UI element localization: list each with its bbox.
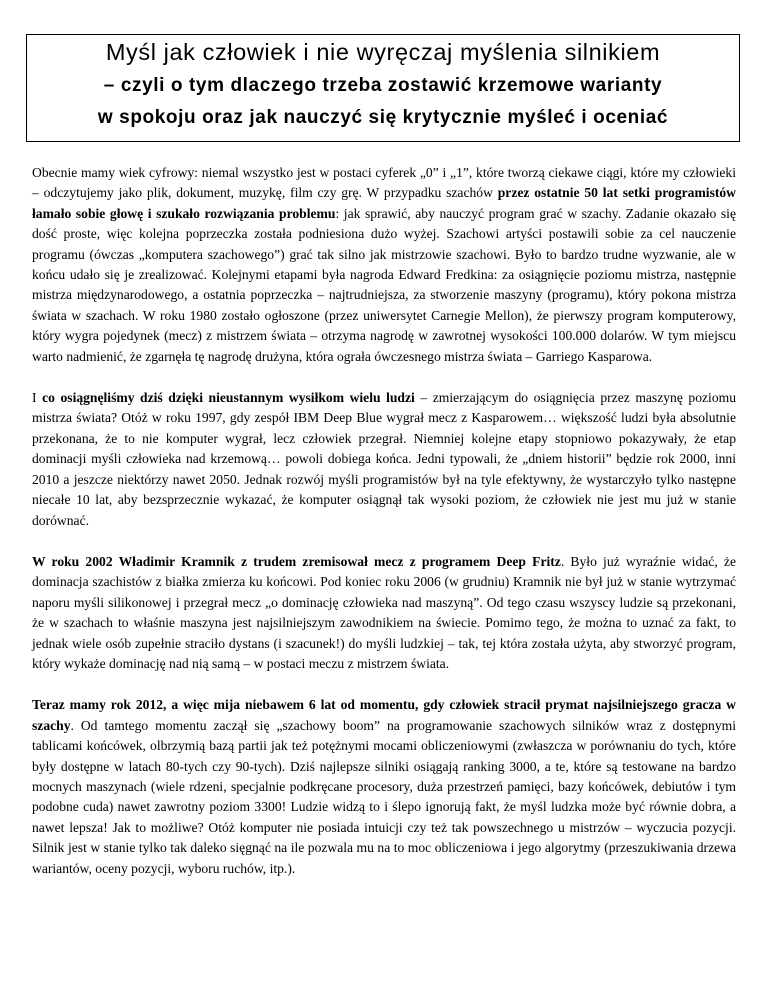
paragraph-text: . Od tamtego momentu zaczął się „szachowy boom” na programowanie szachowych silników wraz z dostępnymi tablicami końcówek, olbrzymią bazą partii jak też potężnymi mocami obliczeniowymi (zwłaszcza w porównaniu do tych, które były dostępne w latach 80-tych czy 90-tych). Dziś najlepsze silniki osiągają ranking 3000, a te, które są testowane na bardzo mocnych maszynach (wiele rdzeni, specjalnie podkręcane procesory, duża przestrzeń pamięci, bazy końcówek, debiutów i tym podobne cuda) nawet zawrotny poziom 3300! Ludzie widzą to i ślepo ignorują fakt, że myśl ludzka może być równie dobra, a nawet lepsza! Jak to możliwe? Otóż komputer nie posiada intuicji czy też tak powszechnego u mistrzów – wyczucia pozycji. Silnik jest w stanie tylko tak daleko sięgnąć na ile pozwala mu na to moc obliczeniowa i jego algorytmy (przeszukiwania drzewa wariantów, oceny pozycji, wyboru ruchów, itp.). [32, 717, 736, 876]
title-subtitle-line-2: w spokoju oraz jak nauczyć się krytycznie myśleć i oceniać [97, 107, 669, 128]
paragraph-bold-text: Teraz mamy rok 2012, a więc mija niebawem 6 lat od momentu, gdy człowiek stracił prymat najsilniejszego gracza w szachy [32, 697, 736, 733]
paragraph-1 [32, 163, 736, 367]
paragraph-text: . Było już wyraźnie widać, że dominacja szachistów z białka zmierza ku końcowi. Pod koniec roku 2006 (w grudniu) Kramnik nie był już w stanie wytrzymać naporu myśli silikonowej i przegrał mecz „o dominację człowieka nad maszyną”. Od tego czasu wszyscy ludzie są przekonani, że w szachach to właśnie maszyna jest najsilniejszym zawodnikiem na świecie. Pomimo tego, że można to uznać za fakt, to jednak wiele osób zupełnie straciło dystans (i szacunek!) do myśli ludzkiej – tak, tej która została użyta, aby stworzyć program, który wykaże dominację nad nią samą – w postaci meczu z mistrzem świata. [32, 553, 736, 671]
paragraph-2 [32, 388, 736, 531]
paragraph-3 [32, 552, 736, 674]
article-body [32, 163, 736, 900]
paragraph-text: Obecnie mamy wiek cyfrowy: niemal wszystko jest w postaci cyferek „0” i „1”, które tworzą ciekawe ciągi, które my człowieki – odczytujemy jako plik, dokument, muzykę, film czy grę. W przypadku szachów [32, 165, 736, 201]
paragraph-4 [32, 695, 736, 879]
paragraph-bold-text: W roku 2002 Władimir Kramnik z trudem zremisował mecz z programem Deep Fritz [32, 553, 561, 569]
title-box [26, 34, 740, 142]
title-main: Myśl jak człowiek i nie wyręczaj myślenia silnikiem [105, 39, 661, 65]
title-subtitle-line-1: – czyli o tym dlaczego trzeba zostawić krzemowe warianty [103, 75, 663, 96]
paragraph-bold-text: co osiągnęliśmy dziś dzięki nieustannym wysiłkom wielu ludzi [42, 390, 415, 406]
paragraph-text: – zmierzającym do osiągnięcia przez maszynę poziomu mistrza świata? Otóż w roku 1997, gdy zespół IBM Deep Blue wygrał mecz z Kasparowem… większość ludzi była absolutnie przekonana, że to nie komputer wygrał, lecz człowiek przegrał. Niemniej kolejne etapy stopniowo pokazywały, że etap dominacji myśli człowieka nad krzemową… powoli dobiega końca. Jedni typowali, że „dniem historii” będzie rok 2000, inni 2010 a jeszcze niektórzy nawet 2050. Jednak rozwój myśli programistów był na tyle efektywny, że wystarczyło tylko następne niecałe 10 lat, aby bezsprzecznie wykazać, że komputer osiągnął tak wysoki poziom, że człowiek nie jest mu już w stanie dorównać. [32, 390, 736, 528]
paragraph-text: : jak sprawić, aby nauczyć program grać w szachy. Zadanie okazało się dość proste, więc kolejna poprzeczka została podniesiona dużo wyżej. Szachowi artyści postawili sobie za cel nauczenie programu (ówczas „komputera szachowego”) grać tak silno jak mistrzowie szachowi. Było to bardzo trudne wyzwanie, ale w końcu udało się je zrealizować. Kolejnymi etapami była nagroda Edward Fredkina: za osiągnięcie poziomu mistrza, następnie mistrza międzynarodowego, a ostatnia poprzeczka – najtrudniejsza, za stworzenie maszyny (programu), który pokona mistrza świata w szachach. W roku 1980 zostało ogłoszone (przez uniwersytet Carnegie Mellon), że pierwszy program komputerowy, który wygra pojedynek (mecz) z mistrzem świata – otrzyma nagrodę w zawrotnej wysokości 100.000 dolarów. W tym miejscu warto nadmienić, że zgarnęła tę nagrodę drużyna, która ograła ówczesnego mistrza świata – Garriego Kasparowa. [32, 205, 736, 364]
paragraph-bold-text: przez ostatnie 50 lat setki programistów łamało sobie głowę i szukało rozwiązania problemu [32, 185, 736, 221]
paragraph-text: I [32, 390, 43, 406]
